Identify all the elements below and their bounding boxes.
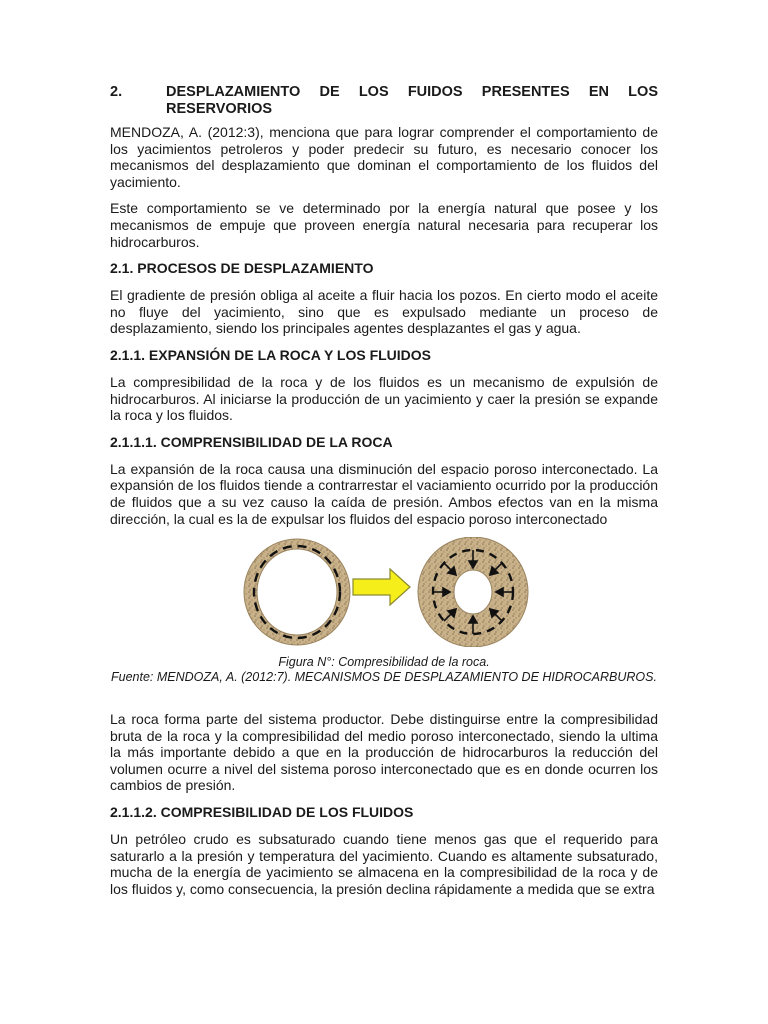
rock-ring-after bbox=[418, 537, 528, 647]
rock-compressibility-figure bbox=[110, 537, 658, 647]
heading-2-1-1: 2.1.1. EXPANSIÓN DE LA ROCA Y LOS FLUIDOS bbox=[110, 346, 432, 363]
heading-2-1: 2.1. PROCESOS DE DESPLAZAMIENTO bbox=[110, 260, 374, 277]
figure-caption bbox=[110, 655, 658, 685]
chapter-number: 2. bbox=[110, 84, 123, 100]
figure-caption-title: Figura N°: Compresibilidad de la roca. bbox=[278, 655, 490, 670]
heading-2-1-1-1: 2.1.1.1. COMPRENSIBILIDAD DE LA ROCA bbox=[110, 433, 393, 450]
paragraph-2-1-1-2: Un petróleo crudo es subsaturado cuando tiene menos gas que el requerido para saturarlo a la presión y temperatura del yacimiento. Cuando es altamente subsaturado, mucha de la energía de yacimiento se almacena en la compresibilidad de la roca y de los fluidos y, como consecuencia, la presión declina rápidamente a medida que se extra bbox=[110, 831, 658, 897]
rock-compressibility-diagram bbox=[110, 537, 658, 647]
paragraph-2-1-1: La compresibilidad de la roca y de los fluidos es un mecanismo de expulsión de hidrocarburos. Al iniciarse la producción de un yacimiento y caer la presión se expande la roca y los fluidos. bbox=[110, 373, 658, 424]
chapter-title-text: DESPLAZAMIENTO DE LOS FUIDOS PRESENTES EN LOS RESERVORIOS bbox=[166, 84, 658, 117]
figure-caption-source: Fuente: MENDOZA, A. (2012:7). MECANISMOS DE DESPLAZAMIENTO DE HIDROCARBUROS. bbox=[111, 670, 657, 685]
chapter-title bbox=[110, 84, 658, 118]
paragraph-2-1-1-1-a: La expansión de la roca causa una disminución del espacio poroso interconectado. La expansión de los fluidos tiende a contrarrestar el vaciamiento ocurrido por la producción de fluidos que a su vez causo la caída de presión. Ambos efectos van en la misma dirección, la cual es la de expulsar los fluidos del espacio poroso interconectado bbox=[110, 460, 658, 527]
paragraph-2-1: El gradiente de presión obliga al aceite a fluir hacia los pozos. En cierto modo el aceite no fluye del yacimiento, sino que es expulsado mediante un proceso de desplazamiento, siendo los principales agentes desplazantes el gas y agua. bbox=[110, 287, 658, 337]
intro-paragraph-2: Este comportamiento se ve determinado por la energía natural que posee y los mecanismos de empuje que proveen energía natural necesaria para recuperar los hidrocarburos. bbox=[110, 200, 658, 250]
intro-paragraph-1: MENDOZA, A. (2012:3), menciona que para lograr comprender el comportamiento de los yacimientos petroleros y poder predecir su futuro, es necesario conocer los mecanismos del desplazamiento que dominan el comportamiento de los fluidos del yacimiento. bbox=[110, 124, 658, 190]
rock-ring-before bbox=[244, 539, 350, 645]
arrow-icon bbox=[353, 569, 410, 605]
heading-2-1-1-2: 2.1.1.2. COMPRESIBILIDAD DE LOS FLUIDOS bbox=[110, 804, 414, 821]
paragraph-2-1-1-1-b: La roca forma parte del sistema productor. Debe distinguirse entre la compresibilidad bruta de la roca y la compresibilidad del medio poroso interconectado, siendo la ultima la más importante debido a que en la producción de hidrocarburos la reducción del volumen ocurre a nivel del sistema poroso interconectado que es en donde ocurren los cambios de presión. bbox=[110, 711, 658, 794]
document-page bbox=[110, 84, 658, 907]
